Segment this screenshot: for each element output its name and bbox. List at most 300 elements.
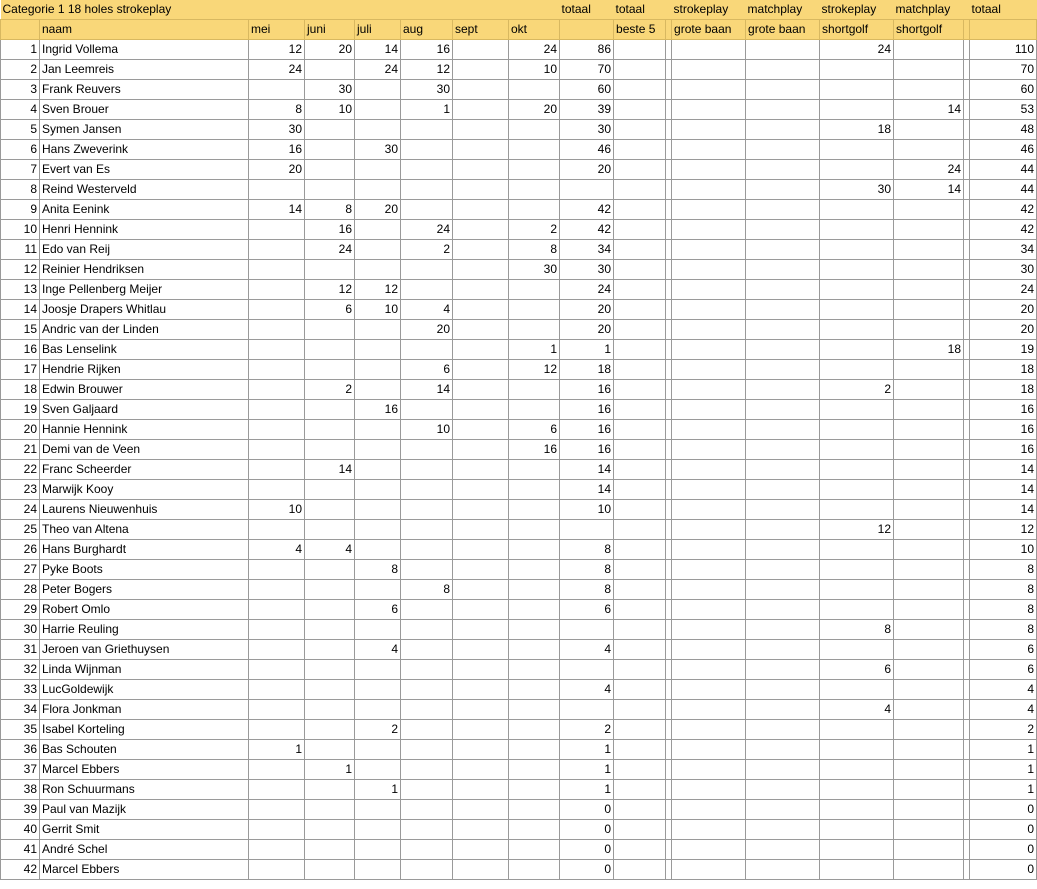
table-row (1, 100, 1037, 120)
cell-naam: Andric van der Linden (40, 320, 249, 340)
cell-beste5 (614, 800, 666, 820)
cell-rank: 24 (1, 500, 40, 520)
cell-totaal (560, 520, 614, 540)
cell-matchplay-short (894, 800, 964, 820)
cell-totaal-final: 70 (970, 60, 1037, 80)
cell-rank: 33 (1, 680, 40, 700)
cell-aug: 14 (401, 380, 453, 400)
cell-rank: 3 (1, 80, 40, 100)
header-totaal-top: totaal (560, 0, 614, 20)
cell-aug (401, 520, 453, 540)
table-row (1, 480, 1037, 500)
cell-matchplay-short (894, 220, 964, 240)
cell-totaal: 42 (560, 220, 614, 240)
cell-totaal: 1 (560, 780, 614, 800)
cell-sept (453, 620, 509, 640)
cell-matchplay-short (894, 140, 964, 160)
cell-totaal: 0 (560, 820, 614, 840)
table-row (1, 380, 1037, 400)
cell-strokeplay-grote (672, 500, 746, 520)
cell-matchplay-short (894, 200, 964, 220)
cell-okt: 30 (509, 260, 560, 280)
cell-totaal: 60 (560, 80, 614, 100)
cell-aug (401, 680, 453, 700)
cell-matchplay-grote (746, 680, 820, 700)
cell-matchplay-short (894, 80, 964, 100)
cell-juni: 2 (305, 380, 355, 400)
cell-totaal: 20 (560, 160, 614, 180)
cell-aug (401, 160, 453, 180)
cell-mei: 12 (249, 40, 305, 60)
cell-beste5 (614, 200, 666, 220)
cell-juni (305, 60, 355, 80)
cell-rank: 12 (1, 260, 40, 280)
cell-sept (453, 320, 509, 340)
cell-matchplay-short: 24 (894, 160, 964, 180)
cell-juli (355, 480, 401, 500)
cell-totaal: 1 (560, 760, 614, 780)
cell-strokeplay-short (820, 500, 894, 520)
cell-strokeplay-grote (672, 820, 746, 840)
cell-totaal-final: 20 (970, 300, 1037, 320)
table-row (1, 340, 1037, 360)
cell-sept (453, 400, 509, 420)
cell-mei (249, 280, 305, 300)
cell-mei (249, 480, 305, 500)
cell-matchplay-grote (746, 600, 820, 620)
cell-totaal-final: 110 (970, 40, 1037, 60)
cell-naam: Hannie Hennink (40, 420, 249, 440)
cell-okt: 2 (509, 220, 560, 240)
cell-naam: Hendrie Rijken (40, 360, 249, 380)
cell-matchplay-grote (746, 420, 820, 440)
cell-totaal-final: 8 (970, 560, 1037, 580)
cell-beste5 (614, 40, 666, 60)
cell-matchplay-grote (746, 360, 820, 380)
cell-beste5 (614, 220, 666, 240)
table-row (1, 460, 1037, 480)
cell-strokeplay-short: 4 (820, 700, 894, 720)
cell-rank: 39 (1, 800, 40, 820)
cell-strokeplay-grote (672, 380, 746, 400)
cell-beste5 (614, 120, 666, 140)
cell-matchplay-short (894, 620, 964, 640)
cell-matchplay-short (894, 700, 964, 720)
cell-aug (401, 640, 453, 660)
cell-okt (509, 380, 560, 400)
cell-strokeplay-grote (672, 260, 746, 280)
cell-aug (401, 820, 453, 840)
cell-juli (355, 460, 401, 480)
cell-naam: Inge Pellenberg Meijer (40, 280, 249, 300)
cell-sept (453, 200, 509, 220)
cell-mei: 8 (249, 100, 305, 120)
cell-matchplay-grote (746, 740, 820, 760)
cell-totaal: 16 (560, 420, 614, 440)
cell-strokeplay-grote (672, 780, 746, 800)
cell-juli: 10 (355, 300, 401, 320)
cell-beste5 (614, 380, 666, 400)
cell-totaal-final: 8 (970, 620, 1037, 640)
cell-sept (453, 600, 509, 620)
cell-naam: Marcel Ebbers (40, 860, 249, 880)
cell-totaal: 0 (560, 800, 614, 820)
cell-strokeplay-short (820, 240, 894, 260)
cell-matchplay-short (894, 640, 964, 660)
cell-aug (401, 720, 453, 740)
cell-totaal-final: 34 (970, 240, 1037, 260)
cell-totaal-final: 0 (970, 820, 1037, 840)
cell-aug: 1 (401, 100, 453, 120)
cell-sept (453, 660, 509, 680)
cell-sept (453, 180, 509, 200)
cell-juni (305, 600, 355, 620)
cell-strokeplay-short (820, 280, 894, 300)
table-row (1, 740, 1037, 760)
cell-sept (453, 860, 509, 880)
cell-naam: Gerrit Smit (40, 820, 249, 840)
table-row (1, 840, 1037, 860)
header-totaal-final (970, 20, 1037, 40)
cell-juni: 1 (305, 760, 355, 780)
cell-totaal: 16 (560, 380, 614, 400)
table-row (1, 500, 1037, 520)
cell-totaal-final: 44 (970, 160, 1037, 180)
cell-totaal: 34 (560, 240, 614, 260)
cell-totaal-final: 20 (970, 320, 1037, 340)
cell-juli (355, 420, 401, 440)
cell-mei (249, 860, 305, 880)
cell-strokeplay-short (820, 320, 894, 340)
cell-beste5 (614, 60, 666, 80)
cell-sept (453, 640, 509, 660)
cell-matchplay-grote (746, 720, 820, 740)
table-row (1, 560, 1037, 580)
table-row (1, 280, 1037, 300)
cell-strokeplay-grote (672, 700, 746, 720)
cell-totaal: 0 (560, 860, 614, 880)
cell-juni (305, 480, 355, 500)
cell-totaal-final: 1 (970, 740, 1037, 760)
cell-aug (401, 600, 453, 620)
cell-rank: 31 (1, 640, 40, 660)
cell-strokeplay-grote (672, 180, 746, 200)
cell-okt (509, 300, 560, 320)
header-beste5: beste 5 (614, 20, 666, 40)
cell-totaal: 39 (560, 100, 614, 120)
cell-naam: Hans Zweverink (40, 140, 249, 160)
cell-strokeplay-short (820, 480, 894, 500)
cell-matchplay-grote (746, 540, 820, 560)
cell-totaal-final: 42 (970, 200, 1037, 220)
cell-okt (509, 780, 560, 800)
cell-matchplay-grote (746, 480, 820, 500)
cell-matchplay-grote (746, 640, 820, 660)
cell-strokeplay-short: 6 (820, 660, 894, 680)
header-strokeplay-short: shortgolf (820, 20, 894, 40)
cell-totaal-final: 14 (970, 480, 1037, 500)
cell-matchplay-grote (746, 180, 820, 200)
cell-totaal-final: 1 (970, 780, 1037, 800)
cell-rank: 8 (1, 180, 40, 200)
cell-matchplay-grote (746, 200, 820, 220)
cell-totaal-final: 4 (970, 680, 1037, 700)
cell-beste5 (614, 300, 666, 320)
cell-strokeplay-grote (672, 600, 746, 620)
cell-juni: 24 (305, 240, 355, 260)
table-row (1, 60, 1037, 80)
cell-matchplay-short (894, 260, 964, 280)
cell-beste5 (614, 280, 666, 300)
header-okt: okt (509, 20, 560, 40)
cell-okt (509, 520, 560, 540)
cell-juni: 30 (305, 80, 355, 100)
cell-matchplay-short (894, 760, 964, 780)
cell-beste5 (614, 360, 666, 380)
cell-mei: 16 (249, 140, 305, 160)
cell-rank: 37 (1, 760, 40, 780)
cell-okt (509, 540, 560, 560)
cell-strokeplay-short (820, 420, 894, 440)
cell-matchplay-short (894, 600, 964, 620)
table-row (1, 80, 1037, 100)
cell-okt (509, 200, 560, 220)
cell-naam: Sven Galjaard (40, 400, 249, 420)
cell-juli: 24 (355, 60, 401, 80)
cell-matchplay-short (894, 540, 964, 560)
cell-strokeplay-grote (672, 740, 746, 760)
cell-juni (305, 360, 355, 380)
cell-okt: 12 (509, 360, 560, 380)
cell-sept (453, 800, 509, 820)
header-strokeplay-short-top: strokeplay (820, 0, 894, 20)
cell-juli (355, 160, 401, 180)
cell-strokeplay-short: 2 (820, 380, 894, 400)
cell-matchplay-short (894, 860, 964, 880)
cell-mei (249, 620, 305, 640)
cell-strokeplay-short (820, 440, 894, 460)
table-row (1, 320, 1037, 340)
cell-totaal-final: 8 (970, 580, 1037, 600)
cell-strokeplay-short (820, 780, 894, 800)
cell-matchplay-grote (746, 260, 820, 280)
cell-naam: Laurens Nieuwenhuis (40, 500, 249, 520)
cell-aug (401, 280, 453, 300)
cell-strokeplay-grote (672, 100, 746, 120)
cell-matchplay-grote (746, 400, 820, 420)
cell-naam: Robert Omlo (40, 600, 249, 620)
cell-naam: Reind Westerveld (40, 180, 249, 200)
cell-matchplay-grote (746, 560, 820, 580)
cell-strokeplay-grote (672, 620, 746, 640)
table-row (1, 140, 1037, 160)
cell-beste5 (614, 500, 666, 520)
cell-matchplay-short (894, 320, 964, 340)
header-mei: mei (249, 20, 305, 40)
table-row (1, 240, 1037, 260)
cell-totaal: 8 (560, 560, 614, 580)
cell-rank: 32 (1, 660, 40, 680)
cell-beste5 (614, 560, 666, 580)
cell-aug (401, 460, 453, 480)
cell-aug (401, 540, 453, 560)
cell-mei (249, 600, 305, 620)
cell-naam: Anita Eenink (40, 200, 249, 220)
cell-mei (249, 300, 305, 320)
table-row (1, 360, 1037, 380)
cell-sept (453, 380, 509, 400)
cell-totaal: 20 (560, 300, 614, 320)
cell-aug (401, 840, 453, 860)
cell-totaal-final: 1 (970, 760, 1037, 780)
cell-strokeplay-grote (672, 320, 746, 340)
cell-strokeplay-short (820, 800, 894, 820)
cell-totaal-final: 2 (970, 720, 1037, 740)
cell-aug (401, 500, 453, 520)
cell-naam: LucGoldewijk (40, 680, 249, 700)
header-aug: aug (401, 20, 453, 40)
cell-strokeplay-grote (672, 540, 746, 560)
cell-totaal-final: 30 (970, 260, 1037, 280)
cell-matchplay-short (894, 840, 964, 860)
cell-rank: 40 (1, 820, 40, 840)
cell-okt (509, 180, 560, 200)
cell-matchplay-short (894, 500, 964, 520)
cell-juni (305, 160, 355, 180)
cell-aug (401, 620, 453, 640)
table-row (1, 820, 1037, 840)
cell-juni: 10 (305, 100, 355, 120)
header-juni: juni (305, 20, 355, 40)
cell-rank: 34 (1, 700, 40, 720)
cell-juli (355, 760, 401, 780)
cell-rank: 2 (1, 60, 40, 80)
cell-strokeplay-short (820, 300, 894, 320)
cell-beste5 (614, 520, 666, 540)
cell-okt (509, 280, 560, 300)
cell-totaal-final: 16 (970, 400, 1037, 420)
cell-juni (305, 640, 355, 660)
cell-mei (249, 700, 305, 720)
cell-matchplay-grote (746, 340, 820, 360)
cell-strokeplay-short (820, 260, 894, 280)
cell-aug: 20 (401, 320, 453, 340)
cell-rank: 19 (1, 400, 40, 420)
cell-okt (509, 320, 560, 340)
cell-strokeplay-grote (672, 480, 746, 500)
cell-matchplay-grote (746, 280, 820, 300)
cell-mei (249, 520, 305, 540)
cell-beste5 (614, 780, 666, 800)
cell-matchplay-short (894, 60, 964, 80)
cell-juni (305, 560, 355, 580)
cell-sept (453, 480, 509, 500)
cell-juli (355, 860, 401, 880)
table-row (1, 800, 1037, 820)
cell-juli: 16 (355, 400, 401, 420)
cell-strokeplay-short (820, 140, 894, 160)
table-row (1, 120, 1037, 140)
cell-aug: 6 (401, 360, 453, 380)
cell-rank: 30 (1, 620, 40, 640)
cell-naam: Ron Schuurmans (40, 780, 249, 800)
cell-mei (249, 760, 305, 780)
cell-strokeplay-short (820, 640, 894, 660)
cell-strokeplay-grote (672, 420, 746, 440)
cell-okt (509, 600, 560, 620)
cell-rank: 26 (1, 540, 40, 560)
cell-okt: 1 (509, 340, 560, 360)
cell-sept (453, 280, 509, 300)
cell-beste5 (614, 700, 666, 720)
cell-mei (249, 320, 305, 340)
cell-sept (453, 680, 509, 700)
cell-rank: 20 (1, 420, 40, 440)
cell-rank: 38 (1, 780, 40, 800)
cell-rank: 23 (1, 480, 40, 500)
cell-okt (509, 580, 560, 600)
cell-sept (453, 580, 509, 600)
cell-rank: 18 (1, 380, 40, 400)
cell-sept (453, 460, 509, 480)
cell-beste5 (614, 740, 666, 760)
cell-matchplay-short: 14 (894, 180, 964, 200)
cell-juni (305, 680, 355, 700)
header-matchplay-grote: grote baan (746, 20, 820, 40)
cell-sept (453, 760, 509, 780)
cell-juli: 1 (355, 780, 401, 800)
cell-mei (249, 360, 305, 380)
cell-totaal: 70 (560, 60, 614, 80)
cell-mei: 10 (249, 500, 305, 520)
cell-rank: 7 (1, 160, 40, 180)
cell-strokeplay-short: 18 (820, 120, 894, 140)
cell-rank: 5 (1, 120, 40, 140)
cell-rank: 35 (1, 720, 40, 740)
cell-juli: 12 (355, 280, 401, 300)
cell-juni (305, 660, 355, 680)
cell-matchplay-grote (746, 820, 820, 840)
cell-juli (355, 340, 401, 360)
cell-juli (355, 240, 401, 260)
cell-juli (355, 660, 401, 680)
cell-juli (355, 220, 401, 240)
cell-sept (453, 700, 509, 720)
cell-rank: 15 (1, 320, 40, 340)
cell-totaal: 1 (560, 740, 614, 760)
cell-rank: 27 (1, 560, 40, 580)
cell-juli (355, 840, 401, 860)
table-row (1, 200, 1037, 220)
cell-mei: 30 (249, 120, 305, 140)
cell-juli (355, 540, 401, 560)
cell-mei: 1 (249, 740, 305, 760)
cell-sept (453, 100, 509, 120)
cell-mei (249, 580, 305, 600)
cell-juni (305, 500, 355, 520)
cell-totaal: 4 (560, 680, 614, 700)
cell-okt (509, 760, 560, 780)
cell-matchplay-grote (746, 220, 820, 240)
cell-sept (453, 780, 509, 800)
table-row (1, 220, 1037, 240)
cell-beste5 (614, 260, 666, 280)
cell-beste5 (614, 860, 666, 880)
cell-strokeplay-short (820, 720, 894, 740)
cell-naam: Linda Wijnman (40, 660, 249, 680)
cell-mei: 4 (249, 540, 305, 560)
cell-aug: 4 (401, 300, 453, 320)
